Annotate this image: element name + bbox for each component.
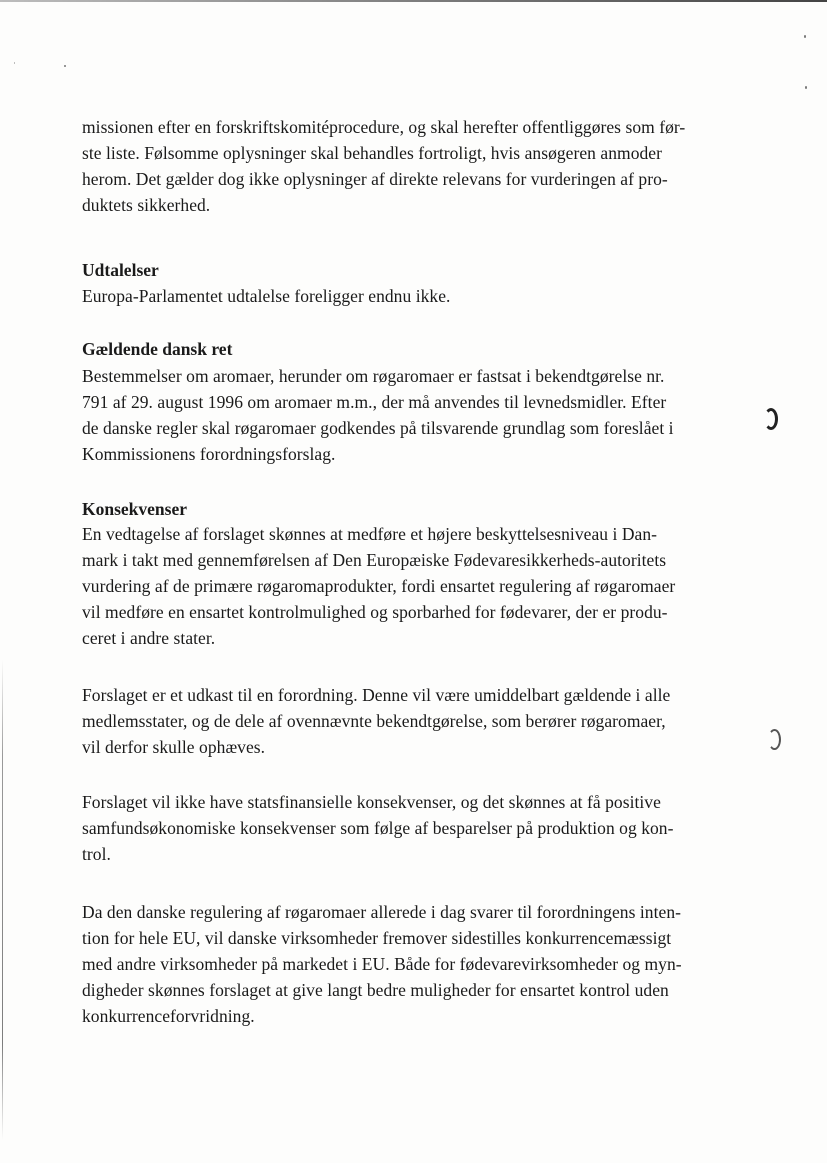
scan-left-edge [2, 660, 3, 1140]
section-heading-gaeldende-dansk-ret: Gældende dansk ret [82, 339, 233, 359]
scan-speck [64, 65, 66, 67]
konsekvenser-paragraph: Forslaget er et udkast til en forordning. Denne vil være umiddelbart gældende i alle medlemsstater, og de dele af ovennævnte bekendtgørelse, som berører røgaromaer, vil derfor skulle ophæves. [82, 685, 671, 757]
scan-top-edge [0, 0, 827, 2]
section-heading-konsekvenser: Konsekvenser [82, 499, 187, 519]
udtalelser-paragraph: Europa-Parlamentet udtalelse foreligger endnu ikke. [82, 286, 451, 306]
scan-speck [804, 35, 806, 38]
section-heading-udtalelser: Udtalelser [82, 260, 159, 280]
gaeldende-dansk-ret-paragraph: Bestemmelser om aromaer, herunder om røgaromaer er fastsat i bekendtgørelse nr. 791 af 29. august 1996 om aromaer m.m., der må anvendes til levnedsmidler. Efter de danske regler skal røgaromaer godkendes på tilsvarende grundlag som foreslået i Kommissionens forordningsforslag. [82, 366, 674, 464]
konsekvenser-paragraph: Da den danske regulering af røgaromaer allerede i dag svarer til forordningens inten- tion for hele EU, vil danske virksomheder fremover sidestilles konkurrencemæssigt med andre virksomheder på markedet i EU. Både for fødevarevirksomheder og myn- digheder skønnes forslaget at give langt bedre muligheder for ensartet kontrol uden konkurrenceforvridning. [82, 902, 682, 1026]
scan-speck [805, 86, 807, 89]
konsekvenser-paragraph: En vedtagelse af forslaget skønnes at medføre et højere beskyttelsesniveau i Dan- mark i takt med gennemførelsen af Den Europæiske Fødevaresikkerheds-autoritets vurdering af de primære røgaromaprodukter, fordi ensartet regulering af røgaromaer vil medføre en ensartet kontrolmulighed og sporbarhed for fødevarer, der er produ- ceret i andre stater. [82, 524, 676, 648]
konsekvenser-paragraph: Forslaget vil ikke have statsfinansielle konsekvenser, og det skønnes at få positive samfundsøkonomiske konsekvenser som følge af besparelser på produktion og kon- trol. [82, 792, 674, 864]
scan-speck [14, 62, 15, 64]
intro-paragraph: missionen efter en forskriftskomitéprocedure, og skal herefter offentliggøres som før- ste liste. Følsomme oplysninger skal behandles fortroligt, hvis ansøgeren anmoder herom. Det gælder dog ikke oplysninger af direkte relevans for vurderingen af pro- duktets sikkerhed. [82, 117, 686, 215]
punch-hole-mark [764, 408, 778, 430]
punch-hole-mark [768, 729, 781, 750]
